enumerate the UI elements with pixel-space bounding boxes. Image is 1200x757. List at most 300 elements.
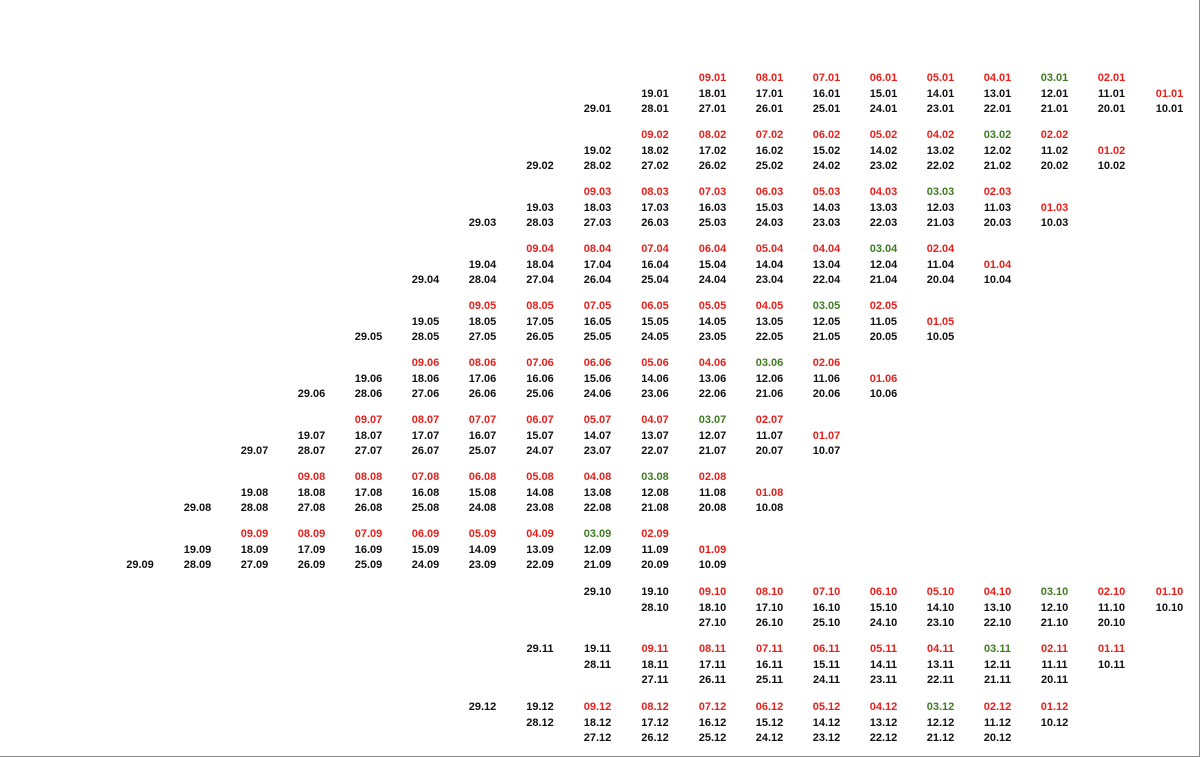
data-cell	[283, 467, 341, 525]
date-value: 05.05	[698, 300, 727, 312]
column-header	[798, 0, 856, 69]
date-value: 23.10	[926, 617, 955, 629]
data-cell	[111, 639, 170, 698]
data-cell	[684, 353, 742, 411]
date-value: 25.10	[812, 617, 841, 629]
data-cell	[684, 68, 742, 126]
date-value: 16.10	[812, 602, 841, 614]
data-cell	[454, 410, 512, 468]
date-value: 28.02	[583, 160, 612, 172]
date-value: 20.07	[755, 445, 784, 457]
data-cell	[741, 239, 799, 297]
date-value: 27.07	[354, 445, 383, 457]
data-cell	[1026, 296, 1084, 354]
data-cell	[283, 182, 341, 240]
date-value: 10.08	[755, 502, 784, 514]
data-cell	[1140, 697, 1200, 757]
column-header	[340, 0, 398, 69]
date-value: 07.06	[526, 357, 554, 369]
data-cell	[511, 182, 570, 240]
date-value: 24.08	[468, 502, 497, 514]
date-value: 20.12	[983, 732, 1012, 744]
data-cell	[1026, 467, 1084, 525]
date-value: 18.03	[583, 202, 612, 214]
date-value: 01.03	[1040, 202, 1069, 214]
data-cell	[626, 182, 685, 240]
data-cell	[855, 697, 913, 757]
date-value: 11.11	[1041, 659, 1068, 671]
date-value: 07.12	[698, 701, 727, 713]
date-value: 12.04	[869, 259, 898, 271]
date-value: 23.08	[526, 502, 554, 514]
date-value: 22.09	[526, 559, 554, 571]
date-value: 08.08	[354, 471, 383, 483]
data-cell	[741, 353, 799, 411]
date-value: 23.02	[869, 160, 898, 172]
date-value: 10.12	[1040, 717, 1069, 729]
date-value: 13.09	[526, 544, 554, 556]
date-value: 29.01	[583, 103, 612, 115]
data-cell	[741, 582, 799, 640]
data-cell	[569, 582, 627, 640]
date-value: 15.02	[812, 145, 841, 157]
date-value: 27.08	[297, 502, 326, 514]
data-cell	[111, 697, 170, 757]
data-cell	[1140, 467, 1200, 525]
date-value: 20.10	[1097, 617, 1126, 629]
data-cell	[1083, 353, 1141, 411]
data-cell	[626, 125, 685, 183]
date-value: 11.04	[927, 259, 954, 271]
column-header	[1140, 0, 1200, 69]
data-cell	[1140, 353, 1200, 411]
date-value: 21.09	[583, 559, 612, 571]
date-value: 28.04	[468, 274, 497, 286]
date-value: 07.08	[411, 471, 440, 483]
date-value: 08.05	[526, 300, 554, 312]
date-value: 13.05	[755, 316, 784, 328]
date-value: 27.12	[583, 732, 612, 744]
date-value: 17.11	[699, 659, 726, 671]
data-cell	[226, 639, 284, 698]
date-value: 08.03	[641, 186, 669, 198]
date-value: 10.03	[1040, 217, 1069, 229]
data-cell	[1026, 182, 1084, 240]
data-cell	[741, 296, 799, 354]
date-value: 10.02	[1097, 160, 1126, 172]
data-cell	[684, 239, 742, 297]
date-value: 07.04	[641, 243, 669, 255]
data-cell	[397, 697, 455, 757]
date-value: 29.09	[126, 559, 154, 571]
date-value: 11.05	[870, 316, 897, 328]
date-value: 18.08	[297, 487, 326, 499]
data-cell	[340, 296, 398, 354]
date-value: 18.02	[641, 145, 669, 157]
data-cell	[454, 697, 512, 757]
date-value: 24.05	[641, 331, 669, 343]
date-value: 23.03	[812, 217, 841, 229]
date-value: 10.07	[812, 445, 841, 457]
date-value: 02.02	[1040, 129, 1069, 141]
data-cell	[969, 125, 1027, 183]
date-value: 13.02	[926, 145, 955, 157]
date-value: 27.09	[240, 559, 269, 571]
date-value: 21.06	[755, 388, 784, 400]
data-cell	[169, 296, 227, 354]
data-cell	[454, 639, 512, 698]
date-value: 12.09	[583, 544, 612, 556]
data-cell	[397, 467, 455, 525]
date-value: 25.12	[698, 732, 727, 744]
date-value: 19.01	[641, 88, 669, 100]
date-value: 25.03	[698, 217, 727, 229]
date-value: 04.09	[526, 528, 554, 540]
date-value: 10.09	[698, 559, 727, 571]
data-cell	[855, 410, 913, 468]
data-cell	[511, 68, 570, 126]
date-value: 26.01	[755, 103, 784, 115]
date-value: 14.08	[526, 487, 554, 499]
date-value: 11.03	[984, 202, 1011, 214]
date-value: 04.07	[641, 414, 669, 426]
data-cell	[511, 524, 570, 583]
date-value: 11.09	[641, 544, 669, 556]
data-cell	[226, 524, 284, 583]
date-value: 11.08	[699, 487, 726, 499]
date-value: 25.05	[583, 331, 612, 343]
date-value: 28.10	[641, 602, 669, 614]
date-value: 05.03	[812, 186, 841, 198]
date-value: 02.01	[1097, 72, 1126, 84]
date-value: 26.08	[354, 502, 383, 514]
date-value: 09.12	[583, 701, 612, 713]
date-value: 19.12	[526, 701, 554, 713]
date-value: 29.08	[183, 502, 212, 514]
data-cell	[1140, 239, 1200, 297]
date-value: 07.01	[812, 72, 841, 84]
date-value: 17.08	[354, 487, 383, 499]
data-cell	[397, 182, 455, 240]
data-cell	[397, 639, 455, 698]
column-header	[1026, 0, 1084, 69]
date-value: 23.12	[812, 732, 841, 744]
date-value: 08.06	[468, 357, 497, 369]
date-value: 14.09	[468, 544, 497, 556]
date-value: 29.07	[240, 445, 269, 457]
date-value: 21.10	[1040, 617, 1069, 629]
date-value: 28.11	[584, 659, 611, 671]
date-value: 13.04	[812, 259, 841, 271]
date-value: 22.03	[869, 217, 898, 229]
date-value: 21.07	[698, 445, 727, 457]
data-cell	[340, 639, 398, 698]
date-value: 18.11	[641, 659, 669, 671]
date-value: 13.12	[869, 717, 898, 729]
date-value: 21.02	[983, 160, 1012, 172]
date-value: 26.02	[698, 160, 727, 172]
data-cell	[912, 639, 970, 698]
date-value: 07.11	[756, 643, 783, 655]
data-cell	[912, 410, 970, 468]
date-value: 01.12	[1040, 701, 1069, 713]
date-value: 19.07	[297, 430, 326, 442]
data-cell	[912, 239, 970, 297]
date-value: 04.02	[926, 129, 955, 141]
date-value: 02.04	[926, 243, 955, 255]
date-value: 22.08	[583, 502, 612, 514]
date-value: 20.06	[812, 388, 841, 400]
date-value: 02.11	[1041, 643, 1068, 655]
data-cell	[741, 697, 799, 757]
date-value: 27.03	[583, 217, 612, 229]
date-value: 01.04	[983, 259, 1012, 271]
data-cell	[1083, 182, 1141, 240]
date-value: 03.05	[812, 300, 841, 312]
date-value: 04.01	[983, 72, 1012, 84]
data-cell	[511, 125, 570, 183]
data-cell	[226, 697, 284, 757]
date-value: 19.08	[240, 487, 269, 499]
date-value: 03.10	[1040, 586, 1069, 598]
date-value: 24.09	[411, 559, 440, 571]
data-cell	[855, 68, 913, 126]
date-value: 15.01	[869, 88, 898, 100]
data-cell	[397, 410, 455, 468]
data-cell	[569, 68, 627, 126]
date-value: 27.04	[526, 274, 554, 286]
date-value: 01.05	[926, 316, 955, 328]
data-cell	[397, 68, 455, 126]
date-value: 12.11	[984, 659, 1011, 671]
date-value: 11.02	[1041, 145, 1068, 157]
data-cell	[454, 353, 512, 411]
date-value: 24.07	[526, 445, 554, 457]
data-cell	[798, 582, 856, 640]
date-value: 17.04	[583, 259, 612, 271]
date-value: 29.05	[354, 331, 383, 343]
data-cell	[912, 582, 970, 640]
data-cell	[1026, 353, 1084, 411]
data-cell	[741, 410, 799, 468]
date-value: 01.09	[698, 544, 727, 556]
data-cell	[1140, 639, 1200, 698]
data-cell	[226, 68, 284, 126]
data-cell	[969, 524, 1027, 583]
date-value: 22.07	[641, 445, 669, 457]
date-value: 08.12	[641, 701, 669, 713]
date-value: 06.10	[869, 586, 898, 598]
date-value: 04.06	[698, 357, 727, 369]
date-value: 12.08	[641, 487, 669, 499]
data-cell	[1026, 697, 1084, 757]
date-value: 27.02	[641, 160, 669, 172]
data-cell	[626, 639, 685, 698]
date-value: 25.02	[755, 160, 784, 172]
date-value: 24.02	[812, 160, 841, 172]
data-cell	[169, 582, 227, 640]
date-value: 14.11	[870, 659, 897, 671]
column-header	[969, 0, 1027, 69]
data-cell	[569, 182, 627, 240]
date-value: 20.05	[869, 331, 898, 343]
date-value: 01.08	[755, 487, 784, 499]
date-value: 09.05	[468, 300, 497, 312]
data-cell	[226, 467, 284, 525]
date-value: 14.01	[926, 88, 955, 100]
date-value: 09.01	[698, 72, 727, 84]
date-value: 02.09	[641, 528, 669, 540]
data-cell	[569, 353, 627, 411]
date-value: 20.09	[641, 559, 669, 571]
date-value: 20.01	[1097, 103, 1126, 115]
data-cell	[454, 582, 512, 640]
data-cell	[226, 239, 284, 297]
data-cell	[1083, 697, 1141, 757]
date-value: 01.02	[1097, 145, 1126, 157]
data-cell	[798, 182, 856, 240]
data-cell	[1026, 582, 1084, 640]
data-cell	[283, 68, 341, 126]
data-cell	[798, 524, 856, 583]
data-cell	[454, 182, 512, 240]
date-value: 10.10	[1155, 602, 1184, 614]
date-value: 28.06	[354, 388, 383, 400]
date-value: 20.03	[983, 217, 1012, 229]
date-value: 19.04	[468, 259, 497, 271]
date-value: 24.04	[698, 274, 727, 286]
date-value: 06.07	[526, 414, 554, 426]
date-value: 21.11	[984, 674, 1011, 686]
data-cell	[969, 639, 1027, 698]
row-label-cell	[0, 697, 112, 757]
data-cell	[798, 639, 856, 698]
data-cell	[226, 410, 284, 468]
date-value: 13.07	[641, 430, 669, 442]
date-value: 03.03	[926, 186, 955, 198]
data-cell	[340, 410, 398, 468]
data-cell	[569, 697, 627, 757]
data-cell	[741, 68, 799, 126]
date-value: 02.12	[983, 701, 1012, 713]
header-corner	[0, 0, 112, 69]
date-value: 22.10	[983, 617, 1012, 629]
date-value: 21.12	[926, 732, 955, 744]
date-value: 13.08	[583, 487, 612, 499]
date-value: 22.02	[926, 160, 955, 172]
data-cell	[684, 639, 742, 698]
data-cell	[1026, 410, 1084, 468]
date-value: 29.10	[583, 586, 612, 598]
data-cell	[684, 296, 742, 354]
date-value: 25.07	[468, 445, 497, 457]
date-value: 14.03	[812, 202, 841, 214]
date-value: 20.04	[926, 274, 955, 286]
date-value: 18.05	[468, 316, 497, 328]
date-value: 09.02	[641, 129, 669, 141]
date-value: 23.09	[468, 559, 497, 571]
data-cell	[626, 296, 685, 354]
date-value: 18.12	[583, 717, 612, 729]
data-cell	[340, 582, 398, 640]
date-value: 22.11	[927, 674, 954, 686]
row-label-cell	[0, 68, 112, 126]
data-cell	[1140, 524, 1200, 583]
date-value: 09.03	[583, 186, 612, 198]
column-header	[283, 0, 341, 69]
date-value: 27.10	[698, 617, 727, 629]
date-value: 23.01	[926, 103, 955, 115]
date-value: 22.06	[698, 388, 727, 400]
date-value: 15.12	[755, 717, 784, 729]
date-value: 28.12	[526, 717, 554, 729]
data-cell	[912, 182, 970, 240]
date-value: 06.02	[812, 129, 841, 141]
data-cell	[569, 467, 627, 525]
date-value: 17.12	[641, 717, 669, 729]
date-value: 28.05	[411, 331, 440, 343]
date-value: 07.09	[354, 528, 383, 540]
date-value: 29.02	[526, 160, 554, 172]
date-value: 09.06	[411, 357, 440, 369]
date-value: 03.11	[984, 643, 1011, 655]
date-value: 18.04	[526, 259, 554, 271]
date-value: 12.10	[1040, 602, 1069, 614]
data-cell	[454, 125, 512, 183]
date-value: 11.01	[1098, 88, 1125, 100]
date-value: 16.04	[641, 259, 669, 271]
date-value: 15.03	[755, 202, 784, 214]
date-value: 25.11	[756, 674, 783, 686]
data-cell	[569, 125, 627, 183]
date-value: 08.11	[699, 643, 726, 655]
data-cell	[111, 467, 170, 525]
date-value: 09.10	[698, 586, 727, 598]
data-cell	[855, 524, 913, 583]
date-value: 18.06	[411, 373, 440, 385]
date-value: 18.01	[698, 88, 727, 100]
data-cell	[855, 467, 913, 525]
data-cell	[340, 697, 398, 757]
date-value: 26.11	[699, 674, 726, 686]
date-value: 23.06	[641, 388, 669, 400]
column-header	[169, 0, 227, 69]
date-value: 24.10	[869, 617, 898, 629]
data-cell	[969, 353, 1027, 411]
data-cell	[111, 296, 170, 354]
date-value: 28.08	[240, 502, 269, 514]
date-value: 22.01	[983, 103, 1012, 115]
date-value: 06.12	[755, 701, 784, 713]
date-value: 14.10	[926, 602, 955, 614]
data-cell	[684, 125, 742, 183]
data-cell	[397, 524, 455, 583]
data-cell	[798, 410, 856, 468]
date-value: 12.07	[698, 430, 727, 442]
data-cell	[283, 239, 341, 297]
data-cell	[912, 125, 970, 183]
date-value: 13.10	[983, 602, 1012, 614]
date-value: 24.12	[755, 732, 784, 744]
date-value: 21.03	[926, 217, 955, 229]
data-cell	[283, 125, 341, 183]
data-cell	[397, 125, 455, 183]
column-header	[569, 0, 627, 69]
data-cell	[1026, 68, 1084, 126]
date-value: 19.09	[183, 544, 212, 556]
date-value: 17.09	[297, 544, 326, 556]
data-cell	[569, 639, 627, 698]
